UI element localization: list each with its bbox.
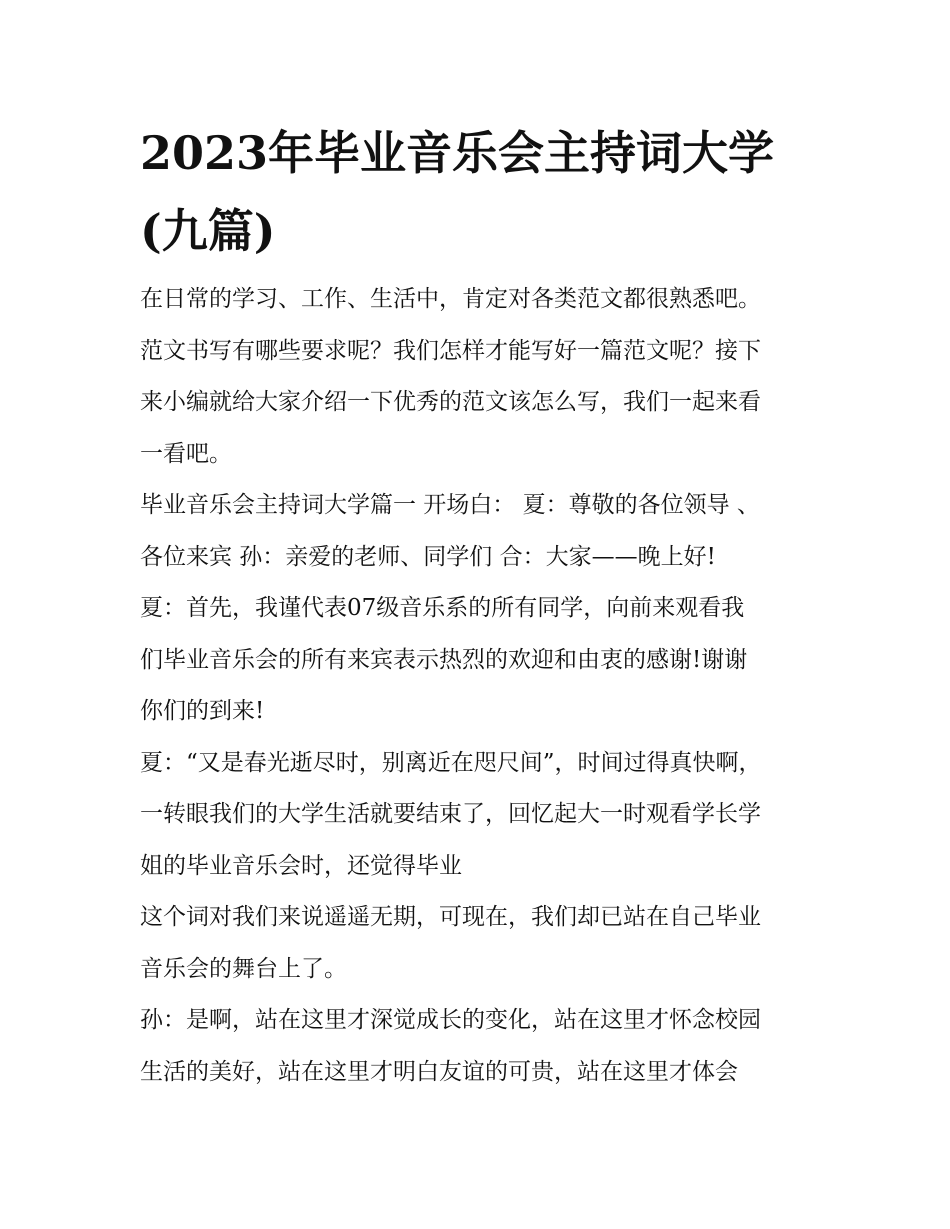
- body-line: 一看吧。: [140, 440, 232, 467]
- body-line: 音乐会的舞台上了。: [140, 955, 347, 982]
- body-line: 夏：首先，我谨代表07级音乐系的所有同学，向前来观看我: [140, 595, 745, 621]
- body-line: 一转眼我们的大学生活就要结束了，回忆起大一时观看学长学: [140, 801, 761, 827]
- title-line-1: 2023年毕业音乐会主持词大学: [140, 126, 775, 180]
- body-line: 在日常的学习、工作、生活中，肯定对各类范文都很熟悉吧。: [140, 286, 761, 312]
- body-line: 范文书写有哪些要求呢？我们怎样才能写好一篇范文呢？接下: [140, 337, 761, 364]
- document-title: [140, 114, 820, 270]
- body-line: 生活的美好，站在这里才明白友谊的可贵，站在这里才体会: [140, 1058, 738, 1085]
- body-line: 这个词对我们来说遥遥无期，可现在，我们却已站在自己毕业: [140, 904, 761, 930]
- body-line: 来小编就给大家介绍一下优秀的范文该怎么写，我们一起来看: [140, 389, 761, 415]
- body-line: 各位来宾 孙：亲爱的老师、同学们 合：大家——晚上好!: [140, 543, 716, 570]
- body-line: 毕业音乐会主持词大学篇一 开场白： 夏：尊敬的各位领导 、: [140, 492, 760, 518]
- body-line: 夏：“又是春光逝尽时，别离近在咫尺间”，时间过得真快啊，: [140, 749, 762, 776]
- title-line-2: (九篇): [140, 204, 276, 258]
- body-line: 你们的到来!: [140, 698, 265, 724]
- body-line: 们毕业音乐会的所有来宾表示热烈的欢迎和由衷的感谢!谢谢: [140, 646, 748, 673]
- body-line: 孙：是啊，站在这里才深觉成长的变化，站在这里才怀念校园: [140, 1007, 761, 1033]
- document-body: [140, 274, 820, 1098]
- body-line: 姐的毕业音乐会时，还觉得毕业: [140, 852, 462, 879]
